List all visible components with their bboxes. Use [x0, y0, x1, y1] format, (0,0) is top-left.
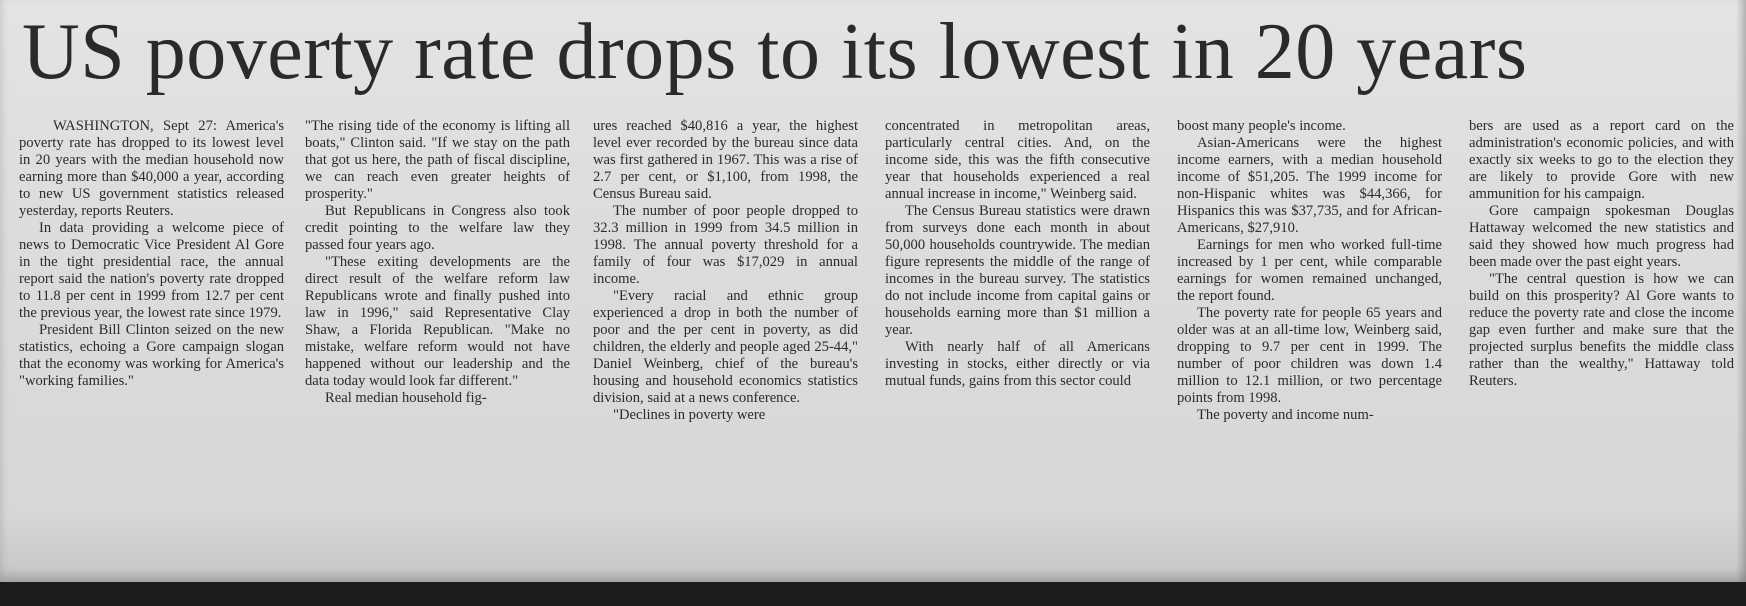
article-paragraph: The number of poor people dropped to 32.3 million in 1999 from 34.5 million in 1998. The annual poverty threshold for a family of four was $17,029 in annual income. — [593, 203, 858, 287]
article-paragraph: The poverty rate for people 65 years and older was at an all-time low, Weinberg said, dropping to 9.7 per cent in 1999. The number of poor children was down 1.4 million to 12.1 million, or two percentage points from 1998. — [1177, 305, 1442, 406]
article-column-6 — [1469, 118, 1734, 390]
article-paragraph: "These exiting developments are the direct result of the welfare reform law Republicans wrote and finally pushed into law in 1996," said Representative Clay Shaw, a Florida Republican. "Make no mistake, welfare reform would not have happened without our leadership and the data today would look far different." — [305, 254, 570, 389]
article-paragraph: ures reached $40,816 a year, the highest level ever recorded by the bureau since data was first gathered in 1967. This was a rise of 2.7 per cent, or $1,100, from 1998, the Census Bureau said. — [593, 118, 858, 202]
paper-edge — [1736, 0, 1746, 582]
article-paragraph: In data providing a welcome piece of news to Democratic Vice President Al Gore in the tight presidential race, the annual report said the nation's poverty rate dropped to 11.8 per cent in 1999 from 12.7 per cent the previous year, the lowest rate since 1979. — [19, 220, 284, 321]
article-paragraph: Gore campaign spokesman Douglas Hattaway welcomed the new statistics and said they showed how much progress had been made over the past eight years. — [1469, 203, 1734, 270]
article-paragraph: But Republicans in Congress also took credit pointing to the welfare law they passed four years ago. — [305, 203, 570, 253]
article-paragraph: boost many people's income. — [1177, 118, 1346, 134]
article-paragraph: "The central question is how we can build on this prosperity? Al Gore wants to reduce the poverty rate and close the income gap even further and make sure that the projected surplus benefits the middle class rather than the wealthy," Hattaway told Reuters. — [1469, 271, 1734, 389]
headline: US poverty rate drops to its lowest in 20 years — [22, 8, 1528, 96]
article-paragraph: With nearly half of all Americans investing in stocks, either directly or via mutual funds, gains from this sector could — [885, 339, 1150, 389]
article-body — [19, 118, 1734, 528]
article-column-2 — [305, 118, 570, 407]
article-paragraph: President Bill Clinton seized on the new statistics, echoing a Gore campaign slogan that the economy was working for America's "working families." — [19, 322, 284, 389]
article-paragraph: WASHINGTON, Sept 27: America's poverty rate has dropped to its lowest level in 20 years with the median household now earning more than $40,000 a year, according to new US government statistics released yesterday, reports Reuters. — [19, 118, 284, 219]
dateline: WASHINGTON, Sept 27: — [53, 118, 217, 134]
article-paragraph: Asian-Americans were the highest income earners, with a median household income of $51,205. The 1999 income for non-Hispanic whites was $44,366, for Hispanics this was $37,735, and for African-Americans, $27,910. — [1177, 135, 1442, 236]
article-column-1 — [19, 118, 284, 390]
article-paragraph: "Declines in poverty were — [613, 407, 766, 423]
article-paragraph: Real median household fig- — [325, 390, 487, 406]
article-column-5 — [1177, 118, 1442, 424]
article-paragraph: "The rising tide of the economy is lifting all boats," Clinton said. "If we stay on the path that got us here, the path of fiscal discipline, we can reach even greater heights of prosperity." — [305, 118, 570, 202]
article-paragraph: Earnings for men who worked full-time increased by 1 per cent, while comparable earnings for women remained unchanged, the report found. — [1177, 237, 1442, 304]
article-column-4 — [885, 118, 1150, 390]
article-paragraph: The Census Bureau statistics were drawn from surveys done each month in about 50,000 households countrywide. The median figure represents the middle of the range of incomes in the bureau survey. The statistics do not include income from capital gains or households earning more than $1 million a year. — [885, 203, 1150, 338]
article-column-3 — [593, 118, 858, 424]
article-paragraph: bers are used as a report card on the administration's economic policies, and with exactly six weeks to go to the election they are likely to provide Gore with new ammunition for his campaign. — [1469, 118, 1734, 202]
article-paragraph: concentrated in metropolitan areas, particularly central cities. And, on the income side, this was the fifth consecutive year that households experienced a real annual increase in income," Weinberg said. — [885, 118, 1150, 202]
article-paragraph: "Every racial and ethnic group experienced a drop in both the number of poor and the per cent in poverty, as did children, the elderly and people aged 25-44," Daniel Weinberg, chief of the bureau's housing and household economics statistics division, said at a news conference. — [593, 288, 858, 406]
article-paragraph: The poverty and income num- — [1197, 407, 1374, 423]
